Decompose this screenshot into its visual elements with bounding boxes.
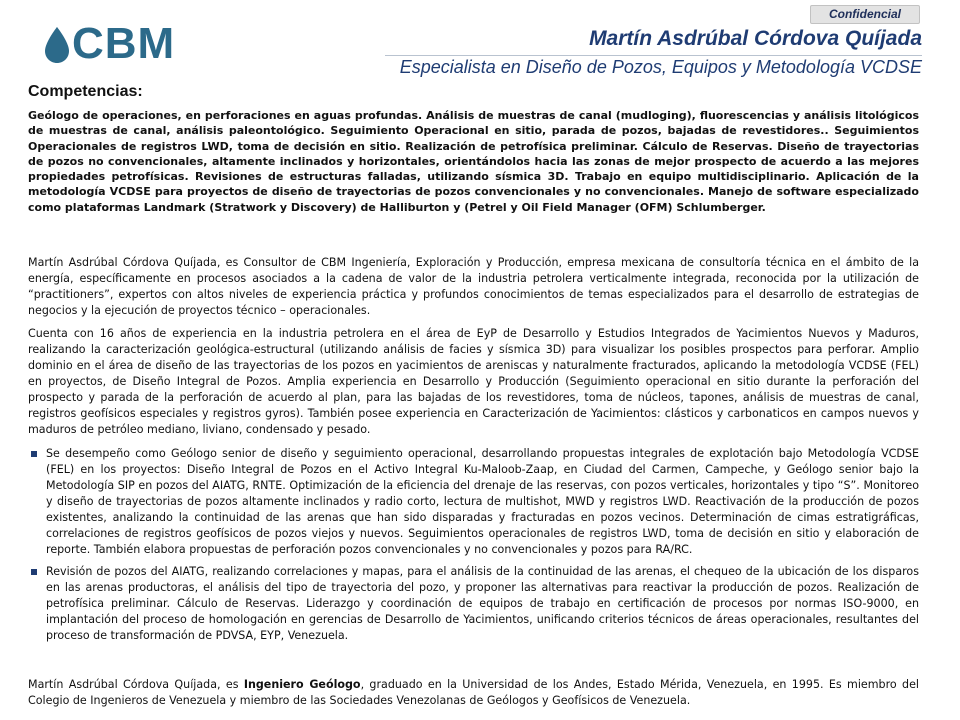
square-bullet-icon: [31, 569, 37, 575]
person-name: Martín Asdrúbal Córdova Quíjada: [589, 27, 922, 50]
degree-title: Ingeniero Geólogo: [243, 678, 361, 691]
experience-paragraph: Cuenta con 16 años de experiencia en la industria petrolera en el área de EyP de Desarrollo y Estudios Integrados de Yacimientos Nuevos y Maduros, realizando la caracterización geológica-estructural (utilizando análisis de facies y sísmica 3D) para visualizar los posibles prospectos para perforar. Amplio dominio en el área de diseño de las trayectorias de los pozos en yacimientos de areniscas y naturalmente fracturados, aplicando la metodología VCDSE (FEL) en proyectos, de Diseño Integral de Pozos. Amplia experiencia en Desarrollo y Producción (Seguimiento operacional en sitio durante la perforación del prospecto y parada de la perforación de acuerdo al plan, para las bajadas de los revestidores, toma de núcleos, tapones, análisis de muestras de canal, registros geofísicos especiales y registros gyros). También posee experiencia en Caracterización de Yacimientos: clásticos y carbonaticos en campos nuevos y maduros de petróleo mediano, liviano, condensado y pesado.: [28, 327, 919, 436]
education-paragraph: [28, 677, 919, 709]
header-divider: [385, 55, 922, 56]
education-text-b: , graduado en la Universidad de los Andes, Estado Mérida, Venezuela, en 1995. Es miembro del Colegio de Ingenieros de Venezuela y miembro de las Sociedades Venezolanas de Geólogos y Geofísicos de Venezuela.: [28, 678, 919, 707]
intro-paragraph: Martín Asdrúbal Córdova Quíjada, es Consultor de CBM Ingeniería, Exploración y Producción, empresa mexicana de consultoría técnica en el ámbito de la energía, específicamente en procesos asociados a la cadena de valor de la industria petrolera verticalmente integrada, reconocida por la utilización de “practitioners”, expertos con altos niveles de experiencia práctica y profundos conocimientos de temas especializados para el desarrollo de estrategias de negocios y la ejecución de proyectos técnico – operacionales.: [28, 256, 919, 317]
person-role: Especialista en Diseño de Pozos, Equipos y Metodología VCDSE: [399, 57, 922, 77]
competencias-text: Geólogo de operaciones, en perforaciones en aguas profundas. Análisis de muestras de canal (mudloging), fluorescencias y análisis litológicos de muestras de canal, análisis paleontológico. Seguimiento Operacional en sitio, parada de pozos, bajadas de revestidores.. Seguimientos Operacionales de registros LWD, toma de decisión en sitio. Realización de petrofísica preliminar. Cálculo de Reservas. Diseño de trayectorias de pozos no convencionales, altamente inclinados y horizontales, orientándolos hacia las zonas de mejor prospecto de acuerdo a las mejores propiedades petrofísicas. Revisiones de estructuras falladas, utilizando sísmica 3D. Trabajo en equipo multidisciplinario. Aplicación de la metodología VCDSE para proyectos de diseño de trayectorias de pozos convencionales y no convencionales. Manejo de software especializado como plataformas Landmark (Stratwork y Discovery) de Halliburton y (Petrel y Oil Field Manager (OFM) Schlumberger.: [28, 109, 919, 214]
drop-icon: [44, 26, 70, 64]
square-bullet-icon: [31, 451, 37, 457]
list-item-text: Se desempeño como Geólogo senior de diseño y seguimiento operacional, desarrollando propuestas integrales de explotación bajo Metodología VCDSE (FEL) en los proyectos: Diseño Integral de Pozos en el Activo Integral Ku-Maloob-Zaap, en Ciudad del Carmen, Campeche, y Geólogo senior bajo la Metodología SIP en pozos del AIATG, RNTE. Optimización de la eficiencia del drenaje de las reservas, con pozos verticales, horizontales y tipo “S”. Monitoreo y diseño de trayectorias de pozos altamente inclinados y radio corto, lectura de multishot, MWD y registros LWD. Reactivación de la producción de pozos existentes, analizando la continuidad de las arenas que han sido disparadas y fracturadas en pozos vecinos. Determinación de cimas estratigráficas, correlaciones de registros geofísicos de pozos viejos y nuevos. Seguimientos operacionales de registros LWD, toma de decisión en sitio y elaboración de reporte. También elabora propuestas de perforación pozos convencionales y no convencionales y pozos para RA/RC.: [46, 447, 919, 556]
competencias-heading: Competencias:: [28, 83, 143, 100]
list-item-text: Revisión de pozos del AIATG, realizando correlaciones y mapas, para el análisis de la continuidad de las arenas, el chequeo de la ubicación de los disparos en las arenas productoras, el análisis del tipo de trayectoria del pozo, y proponer las alternativas para reactivar la producción de pozos. Realización de petrofísica preliminar. Cálculo de Reservas. Liderazgo y coordinación de equipos de trabajo en certificación de procesos por normas ISO-9000, en implantación del proceso de homologación en gerencias de Desarrollo de Yacimientos, unificando criterios técnicos de áreas operacionales, resultantes del proceso de transformación de PDVSA, EYP, Venezuela.: [46, 565, 919, 642]
education-text-a: Martín Asdrúbal Córdova Quíjada, es: [28, 678, 244, 691]
list-item: [28, 446, 919, 558]
list-item: [28, 564, 919, 644]
logo-text: CBM: [72, 19, 176, 68]
confidential-badge: Confidencial: [810, 5, 920, 24]
experience-list: [28, 446, 919, 644]
